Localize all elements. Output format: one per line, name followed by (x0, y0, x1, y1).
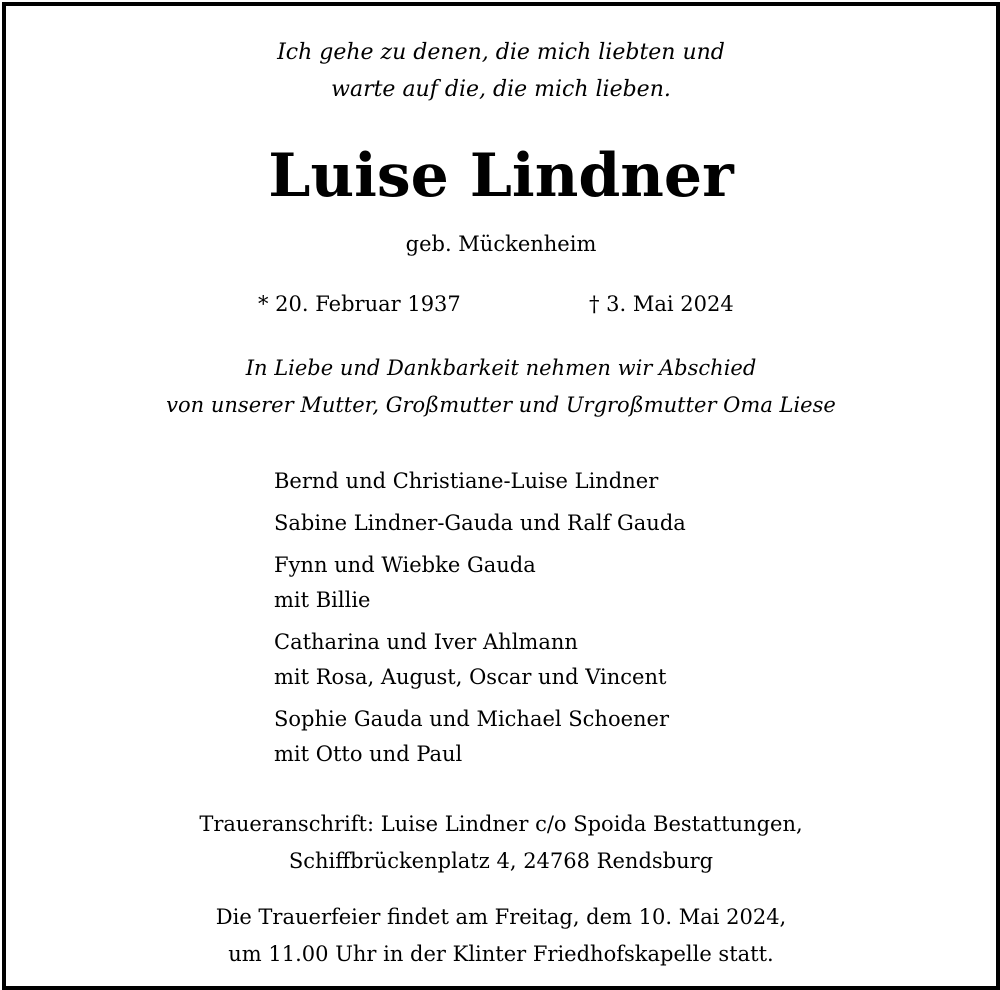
family-member-line: Catharina und Iver Ahlmann (274, 630, 578, 654)
family-member-line: Bernd und Christiane-Luise Lindner (274, 469, 659, 493)
family-member-line: Fynn und Wiebke Gauda (274, 553, 536, 577)
farewell-text (6, 350, 996, 424)
family-children-line: mit Billie (274, 588, 371, 612)
family-list (274, 464, 686, 779)
family-member-line: Sabine Lindner-Gauda und Ralf Gauda (274, 511, 686, 535)
birth-date: * 20. Februar 1937 (258, 292, 461, 316)
address-line-2: Schiffbrückenplatz 4, 24768 Rendsburg (288, 849, 714, 873)
opening-quote (6, 34, 996, 108)
service-line-1: Die Trauerfeier findet am Freitag, dem 10. Mai 2024, (215, 905, 787, 929)
obituary-notice (2, 2, 1000, 990)
farewell-line-2: von unserer Mutter, Großmutter und Urgroßmutter Oma Liese (166, 393, 836, 417)
quote-line-2: warte auf die, die mich lieben. (331, 77, 671, 102)
farewell-line-1: In Liebe und Dankbarkeit nehmen wir Abschied (245, 356, 757, 380)
deceased-name: Luise Lindner (268, 141, 734, 211)
funeral-service-info (6, 899, 996, 973)
maiden-name: geb. Mückenheim (405, 232, 597, 256)
family-group (274, 464, 686, 499)
family-group (274, 506, 686, 541)
family-children-line: mit Otto und Paul (274, 742, 463, 766)
family-group (274, 625, 686, 695)
death-date: † 3. Mai 2024 (589, 292, 734, 316)
service-line-2: um 11.00 Uhr in der Klinter Friedhofskapelle statt. (228, 942, 774, 966)
family-group (274, 702, 686, 772)
family-children-line: mit Rosa, August, Oscar und Vincent (274, 665, 667, 689)
address-line-1: Traueranschrift: Luise Lindner c/o Spoida Bestattungen, (199, 812, 803, 836)
family-group (274, 548, 686, 618)
mourning-address (6, 806, 996, 880)
family-member-line: Sophie Gauda und Michael Schoener (274, 707, 670, 731)
quote-line-1: Ich gehe zu denen, die mich liebten und (277, 40, 725, 65)
